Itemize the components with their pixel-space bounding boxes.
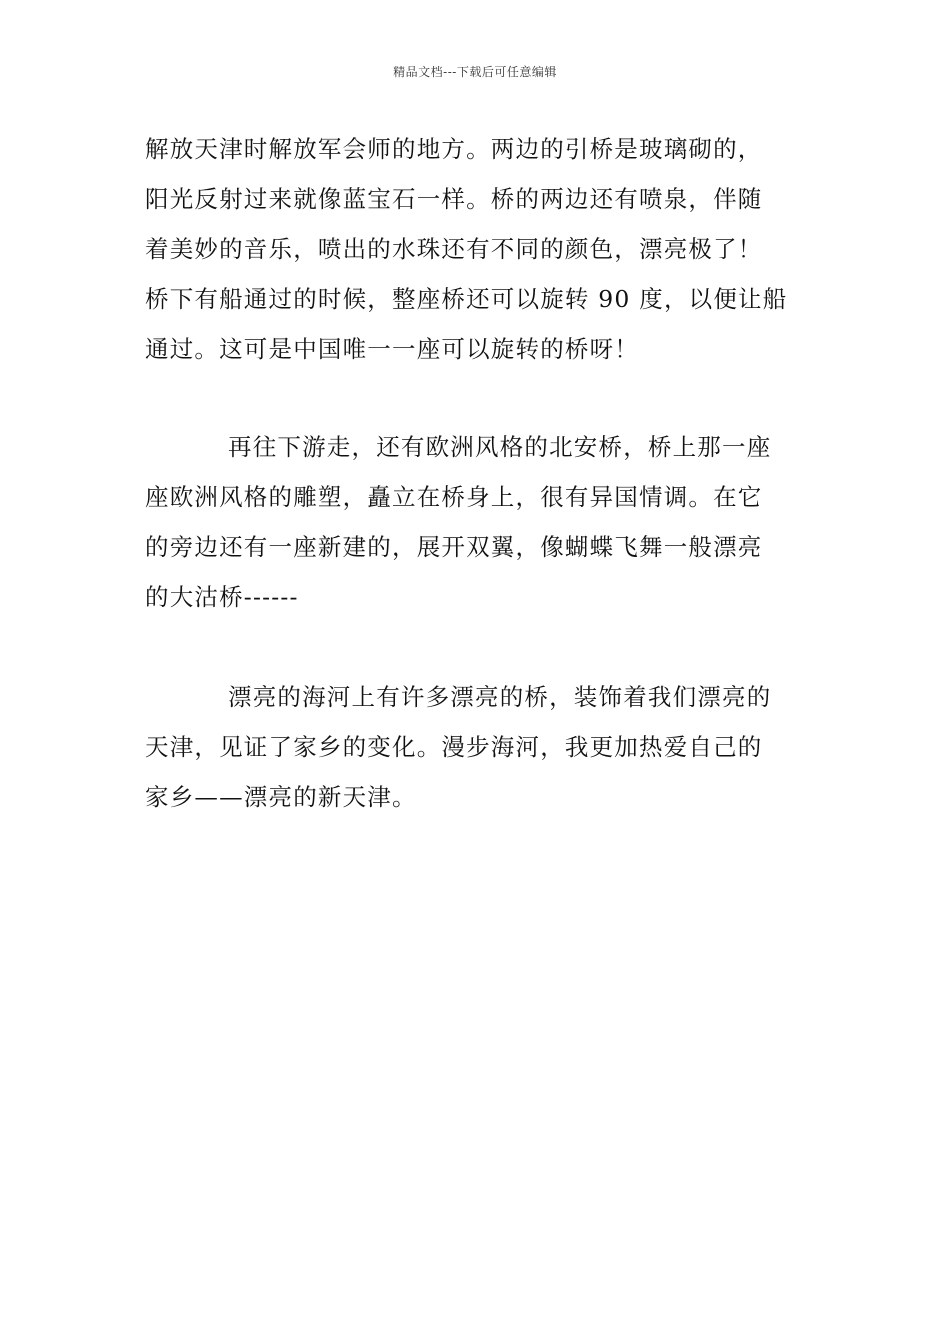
paragraph-line: 座欧洲风格的雕塑，矗立在桥身上，很有异国情调。在它 xyxy=(145,483,763,511)
paragraph-line: 漂亮的海河上有许多漂亮的桥，装饰着我们漂亮的 xyxy=(228,683,772,711)
paragraph-2 xyxy=(145,422,810,622)
paragraph-line: 阳光反射过来就像蓝宝石一样。桥的两边还有喷泉，伴随 xyxy=(145,185,763,213)
paragraph-3 xyxy=(145,672,810,822)
paragraph-line: 通过。这可是中国唯一一座可以旋转的桥呀！ xyxy=(145,335,639,363)
paragraph-line: 的大沽桥------ xyxy=(145,583,299,611)
paragraph-line: 再往下游走，还有欧洲风格的北安桥，桥上那一座 xyxy=(228,433,772,461)
paragraph-line: 的旁边还有一座新建的，展开双翼，像蝴蝶飞舞一般漂亮 xyxy=(145,533,763,561)
paragraph-line: 天津，见证了家乡的变化。漫步海河，我更加热爱自己的 xyxy=(145,733,763,761)
paragraph-line: 桥下有船通过的时候，整座桥还可以旋转 90 度，以便让船 xyxy=(145,285,788,313)
paragraph-line: 着美妙的音乐，喷出的水珠还有不同的颜色，漂亮极了！ xyxy=(145,235,763,263)
paragraph-line: 解放天津时解放军会师的地方。两边的引桥是玻璃砌的， xyxy=(145,135,763,163)
paragraph-line: 家乡——漂亮的新天津。 xyxy=(145,783,417,811)
page-header: 精品文档---下载后可任意编辑 xyxy=(393,65,557,79)
paragraph-1 xyxy=(145,124,810,374)
